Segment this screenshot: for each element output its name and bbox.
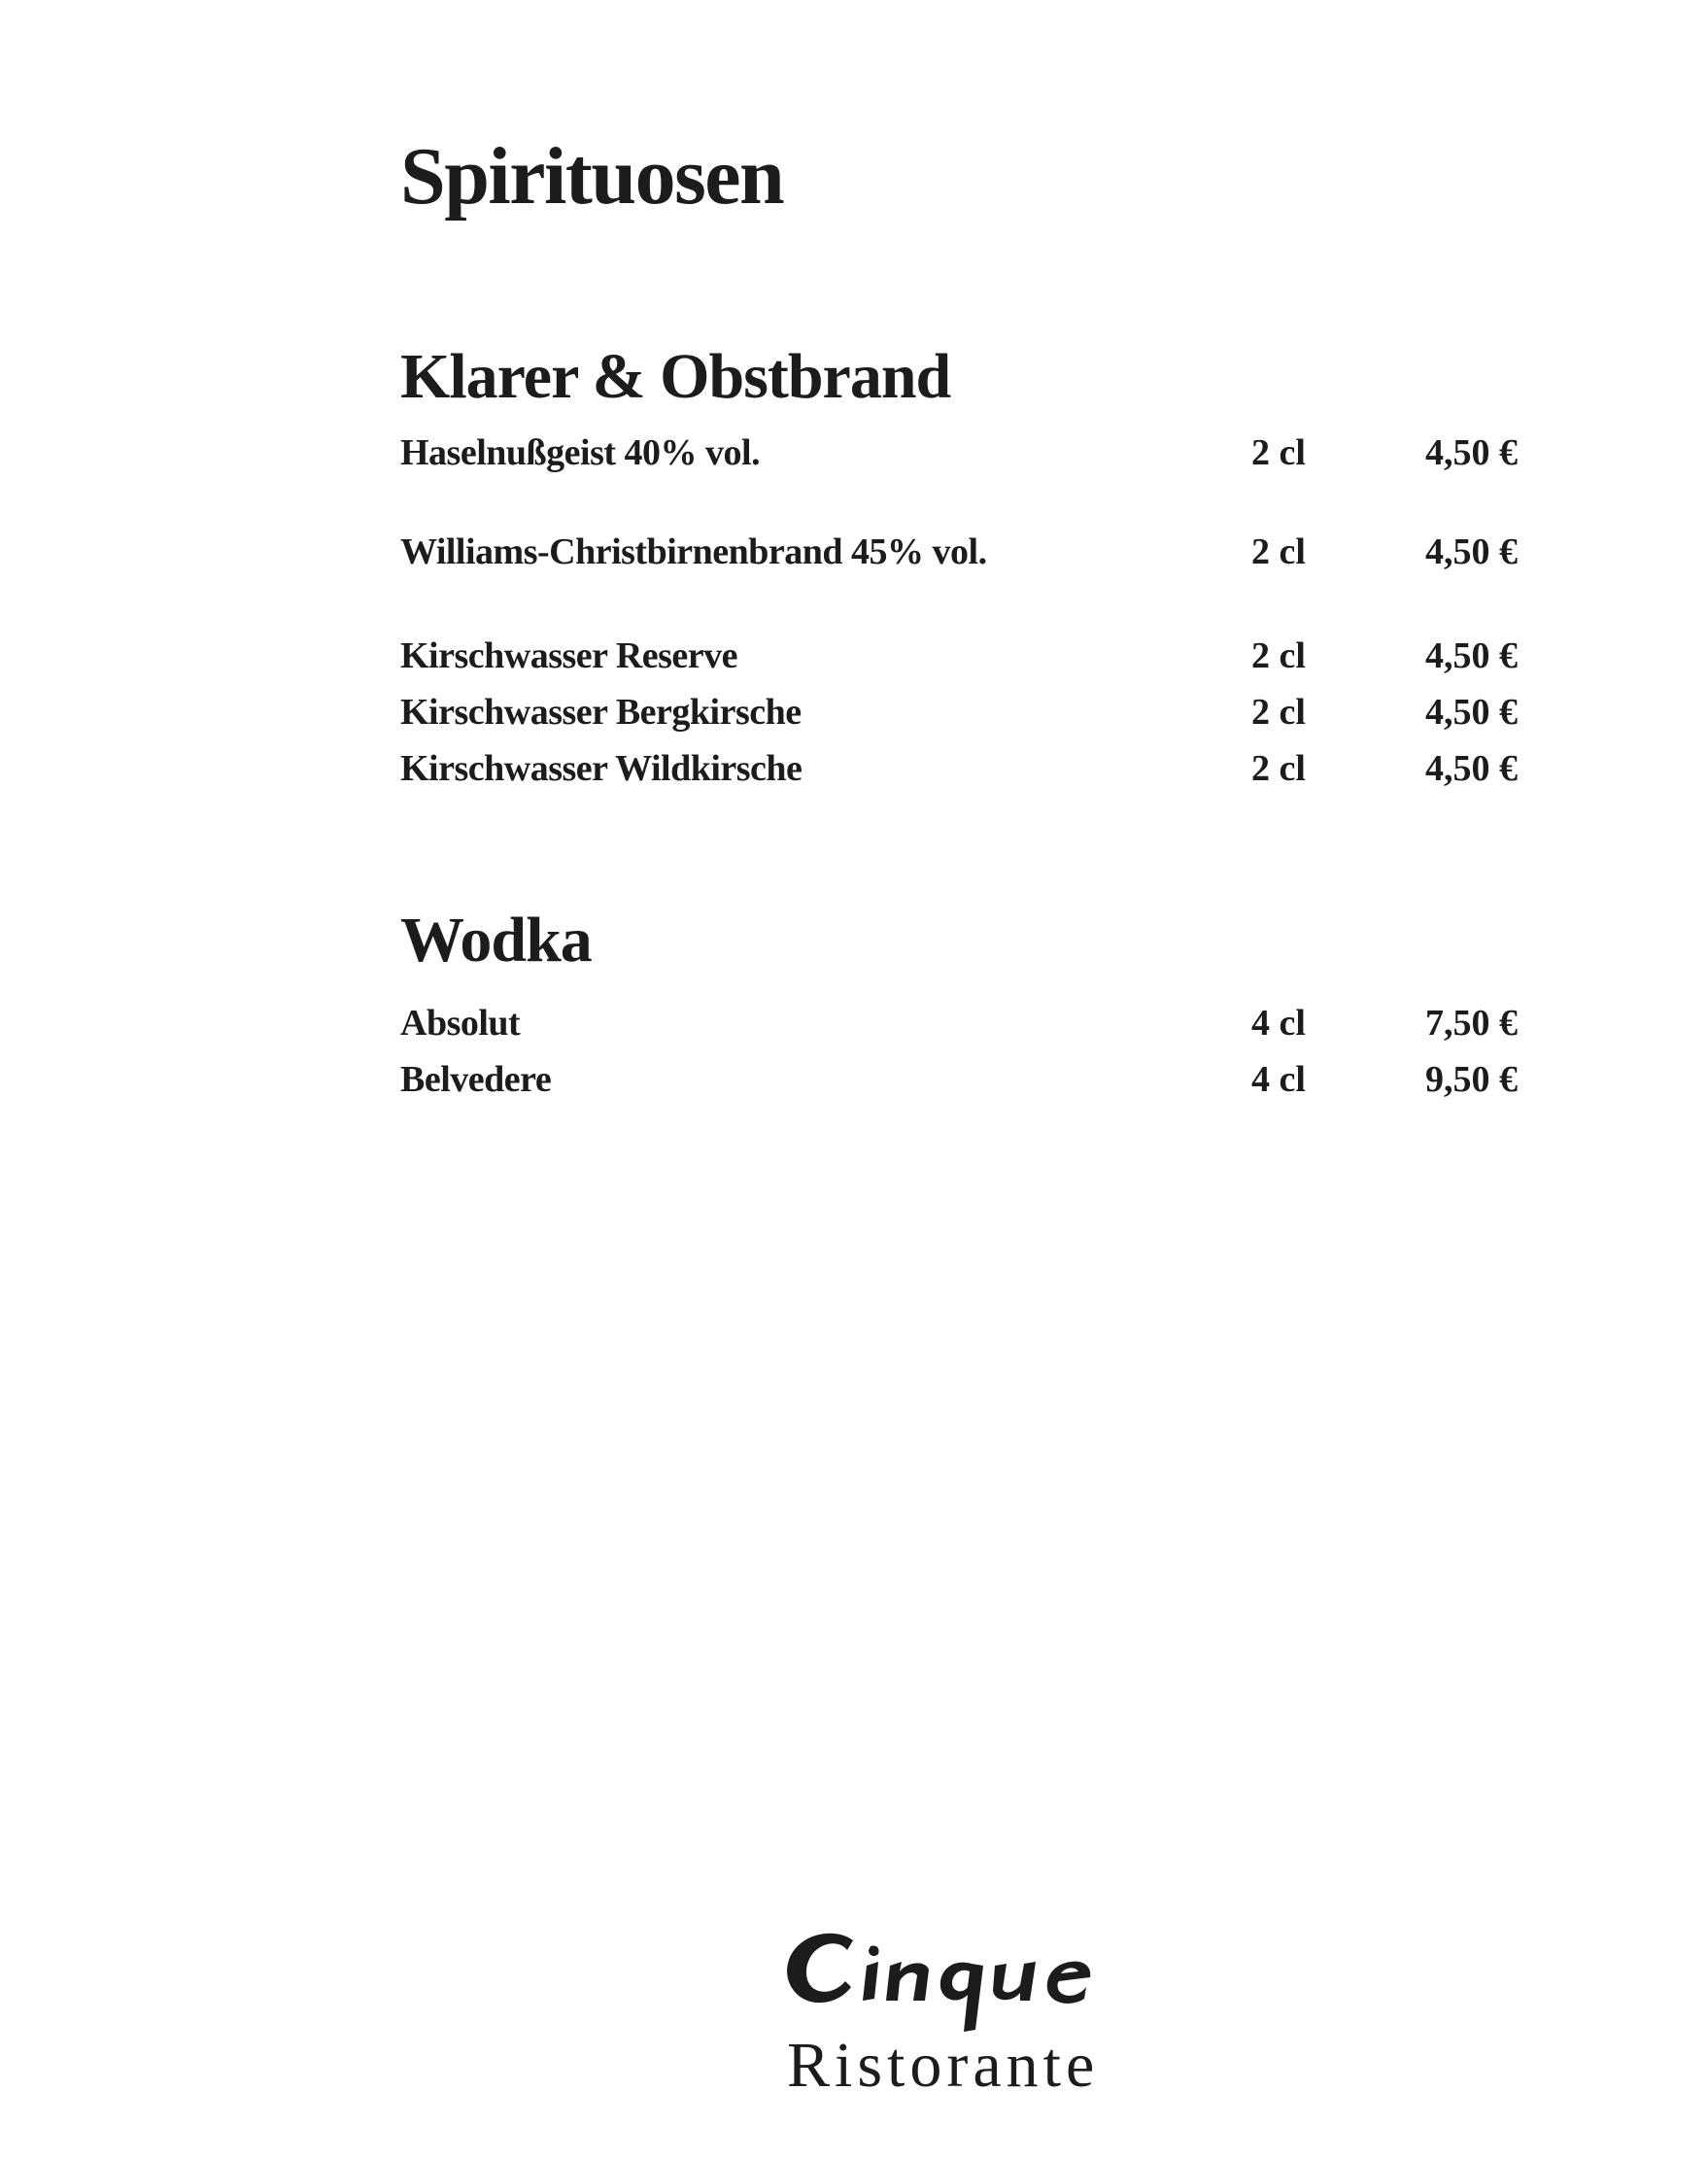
item-price: 4,50 €	[1425, 692, 1518, 733]
item-volume: 2 cl	[1251, 692, 1306, 733]
item-name: Kirschwasser Bergkirsche	[400, 692, 802, 733]
item-volume: 2 cl	[1251, 432, 1306, 473]
section-wodka	[400, 905, 1518, 1122]
menu-item	[400, 528, 1518, 576]
item-volume: 2 cl	[1251, 748, 1306, 789]
item-price: 4,50 €	[1425, 748, 1518, 789]
item-name: Haselnußgeist 40% vol.	[400, 432, 761, 473]
section-heading: Klarer & Obstbrand	[400, 341, 951, 412]
item-price: 4,50 €	[1425, 531, 1518, 572]
logo-subtitle: Ristorante	[787, 2030, 1100, 2101]
item-name: Absolut	[400, 1003, 521, 1044]
cinque-logo-mark	[777, 1919, 1137, 2036]
item-price: 9,50 €	[1425, 1059, 1518, 1100]
item-volume: 2 cl	[1251, 635, 1306, 676]
section-klarer-obstbrand	[400, 341, 1518, 802]
menu-item	[400, 688, 1518, 737]
menu-item	[400, 999, 1518, 1047]
menu-item	[400, 632, 1518, 680]
item-name: Kirschwasser Reserve	[400, 635, 738, 676]
item-price: 4,50 €	[1425, 432, 1518, 473]
item-volume: 2 cl	[1251, 531, 1306, 572]
item-volume: 4 cl	[1251, 1059, 1306, 1100]
page-title: Spirituosen	[400, 131, 784, 222]
item-name: Williams-Christbirnenbrand 45% vol.	[400, 531, 987, 572]
restaurant-logo	[777, 1919, 1137, 2104]
menu-item	[400, 1055, 1518, 1104]
menu-item	[400, 428, 1518, 477]
item-name: Belvedere	[400, 1059, 552, 1100]
item-name: Kirschwasser Wildkirsche	[400, 748, 803, 789]
menu-item	[400, 744, 1518, 793]
item-price: 7,50 €	[1425, 1003, 1518, 1044]
section-heading: Wodka	[400, 905, 592, 976]
item-price: 4,50 €	[1425, 635, 1518, 676]
item-volume: 4 cl	[1251, 1003, 1306, 1044]
